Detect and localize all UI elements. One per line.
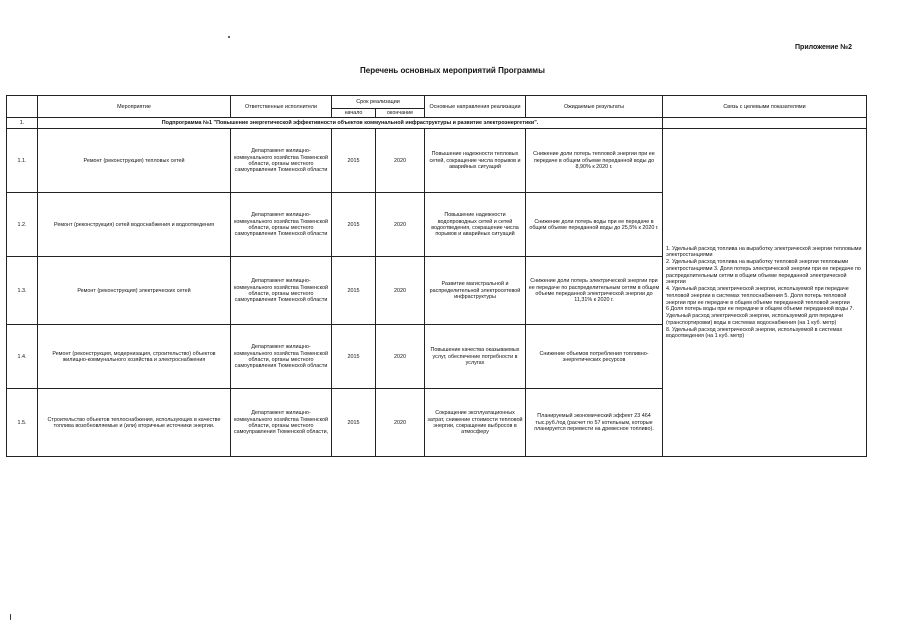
section-num: 1. — [7, 118, 38, 129]
header-relation: Связь с целевыми показателями — [663, 96, 867, 118]
row-measure: Ремонт (реконструкция, модернизация, строительство) объектов жилищно-коммунального хозяйства и электроснабжения — [38, 325, 231, 389]
row-responsible: Департамент жилищно-коммунального хозяйства Тюменской области, органы местного самоуправления Тюменской области — [231, 325, 332, 389]
header-num — [7, 96, 38, 118]
row-start: 2015 — [332, 389, 376, 457]
row-num: 1.3. — [7, 257, 38, 325]
row-directions: Повышение надежности тепловых сетей, сокращение числа порывов и аварийных ситуаций — [425, 129, 526, 193]
row-directions: Повышение надежности водопроводных сетей и сетей водоотведения, сокращение числа порывов и аварийных ситуаций — [425, 193, 526, 257]
row-end: 2020 — [376, 193, 425, 257]
section-relation-blank — [663, 118, 867, 129]
row-responsible: Департамент жилищно-коммунального хозяйства Тюменской области, органы местного самоуправления Тюменской области — [231, 129, 332, 193]
program-measures-table — [6, 95, 867, 457]
target-indicators-cell — [663, 129, 867, 457]
header-period: Срок реализации — [332, 96, 425, 109]
row-directions: Развитие магистральной и распределительной электросетевой инфраструктуры — [425, 257, 526, 325]
row-measure: Ремонт (реконструкция) электрических сетей — [38, 257, 231, 325]
row-num: 1.5. — [7, 389, 38, 457]
row-end: 2020 — [376, 325, 425, 389]
row-results: Снижение доли потерь воды при ее передаче в общем объеме переданной воды до 25,5% к 2020 г. — [526, 193, 663, 257]
row-start: 2015 — [332, 193, 376, 257]
row-start: 2015 — [332, 325, 376, 389]
indicator-item: 4. Удельный расход электрической энергии, используемой при передаче тепловой энергии в системах теплоснабжения 5. Доля потерь тепловой энергии при ее передаче в общем объеме переданной тепловой энергии — [666, 286, 850, 306]
header-period-end: окончание — [376, 109, 425, 118]
header-directions: Основные направления реализации — [425, 96, 526, 118]
scan-speck — [10, 614, 11, 620]
scan-speck — [228, 36, 230, 38]
header-row — [7, 96, 867, 109]
section-row — [7, 118, 867, 129]
row-results: Планируемый экономический эффект 23 464 тыс.руб./год (расчет по 57 котельным, которые планируется перевести на древесное топливо). — [526, 389, 663, 457]
header-results: Ожидаемые результаты — [526, 96, 663, 118]
row-num: 1.1. — [7, 129, 38, 193]
row-end: 2020 — [376, 389, 425, 457]
row-directions: Сокращение эксплуатационных затрат, снижение стоимости тепловой энергии, сокращение выбросов в атмосферу — [425, 389, 526, 457]
row-directions: Повышение качества оказываемых услуг, обеспечение потребности в услугах — [425, 325, 526, 389]
header-period-start: начало — [332, 109, 376, 118]
row-measure: Строительство объектов теплоснабжения, использующих в качестве топлива возобновляемые и (или) вторичные источники энергии. — [38, 389, 231, 457]
row-responsible: Департамент жилищно-коммунального хозяйства Тюменской области, органы местного самоуправления Тюменской области, — [231, 389, 332, 457]
row-end: 2020 — [376, 257, 425, 325]
section-title: Подпрограмма №1 "Повышение энергетической эффективности объектов коммунальной инфраструктуры и развитие электроэнергетики". — [38, 118, 663, 129]
header-measure: Мероприятие — [38, 96, 231, 118]
appendix-label: Приложение №2 — [795, 44, 852, 51]
row-responsible: Департамент жилищно-коммунального хозяйства Тюменской области, органы местного самоуправления Тюменской области — [231, 193, 332, 257]
indicator-item: 6 Доля потерь воды при ее передаче в общем объеме переданной воды 7. Удельный расход электрической энергии, используемой для передачи (транспортировки) воды в системах водоснабжения (на 1 куб. метр) — [666, 306, 854, 326]
row-results: Снижение доли потерь тепловой энергии при ее передаче в общем объеме переданной воды до 8,90% к 2020 г. — [526, 129, 663, 193]
row-responsible: Департамент жилищно-коммунального хозяйства Тюменской области, органы местного самоуправления Тюменской области — [231, 257, 332, 325]
row-start: 2015 — [332, 257, 376, 325]
row-results: Снижение объемов потребления топливно-энергетических ресурсов — [526, 325, 663, 389]
table-row — [7, 129, 867, 193]
indicator-item: 1. Удельный расход топлива на выработку электрической энергии тепловыми электростанциями — [666, 245, 862, 259]
row-end: 2020 — [376, 129, 425, 193]
document-title: Перечень основных мероприятий Программы — [360, 66, 545, 75]
header-responsible: Ответственные исполнители — [231, 96, 332, 118]
row-results: Снижение доли потерь электрической энергии при ее передаче по распределительным сетям в общем объеме переданной электрической энергии до 11,31% к 2020 г. — [526, 257, 663, 325]
row-num: 1.4. — [7, 325, 38, 389]
row-measure: Ремонт (реконструкция) тепловых сетей — [38, 129, 231, 193]
row-start: 2015 — [332, 129, 376, 193]
row-num: 1.2. — [7, 193, 38, 257]
indicator-item: 8. Удельный расход электрической энергии, используемой в системах водоотведения (на 1 куб. метр) — [666, 326, 843, 340]
row-measure: Ремонт (реконструкция) сетей водоснабжения и водоотведения — [38, 193, 231, 257]
indicator-item: 2. Удельный расход топлива на выработку тепловой энергии тепловыми электростанциями 3. Доля потерь электрической энергии при ее передаче по распределительным сетям в общем объеме переданной электрической энергии — [666, 259, 861, 286]
